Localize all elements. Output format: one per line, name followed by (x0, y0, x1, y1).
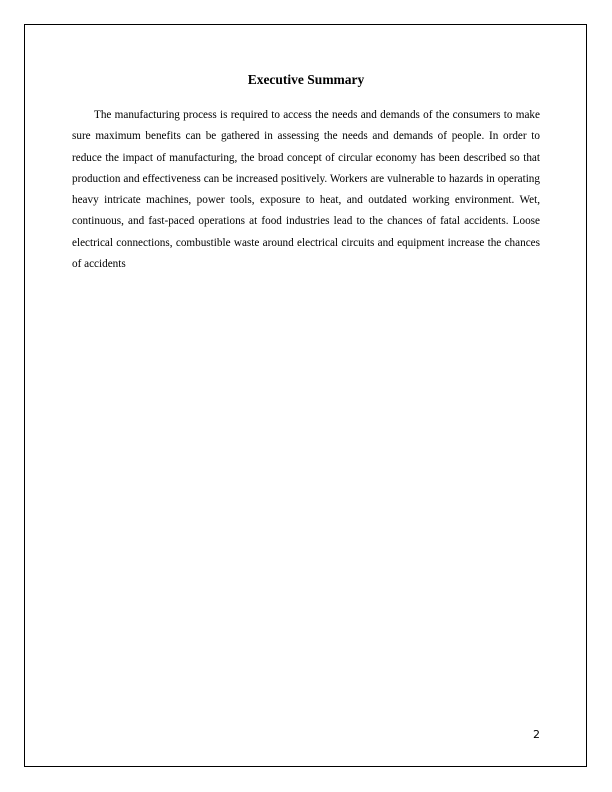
document-title: Executive Summary (247, 72, 365, 87)
page-number: 2 (533, 728, 540, 741)
summary-paragraph: The manufacturing process is required to access the needs and demands of the consumers to make sure maximum benefits can be gathered in assessing the needs and demands of people. In order to reduce the impact of manufacturing, the broad concept of circular economy has been described so that production and effectiveness can be increased positively. Workers are vulnerable to hazards in operating heavy intricate machines, power tools, exposure to heat, and outdated working environment. Wet, continuous, and fast-paced operations at food industries lead to the chances of fatal accidents. Loose electrical connections, combustible waste around electrical circuits and equipment increase the chances of accidents (72, 109, 540, 271)
